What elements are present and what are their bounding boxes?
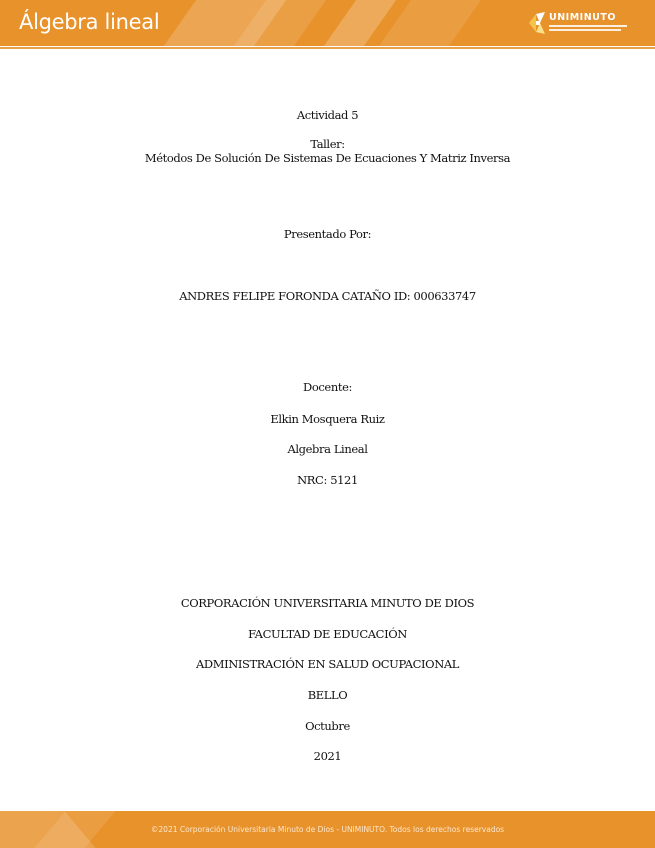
teacher-label: Docente: bbox=[303, 380, 352, 394]
uniminuto-logo bbox=[527, 8, 627, 38]
logo-name: UNIMINUTO bbox=[549, 12, 616, 23]
institution-name: CORPORACIÓN UNIVERSITARIA MINUTO DE DIOS bbox=[180, 596, 475, 610]
page-header bbox=[0, 0, 655, 46]
student-name: ANDRES FELIPE FORONDA CATAÑO ID: 000633747 bbox=[179, 289, 476, 303]
workshop-title: Métodos De Solución De Sistemas De Ecuaciones Y Matriz Inversa bbox=[144, 151, 511, 165]
footer-copyright: ©2021 Corporación Universitaria Minuto de Dios - UNIMINUTO. Todos los derechos reservados bbox=[150, 825, 505, 834]
workshop-label: Taller: bbox=[310, 137, 345, 151]
activity-number: Actividad 5 bbox=[296, 108, 359, 122]
program-name: ADMINISTRACIÓN EN SALUD OCUPACIONAL bbox=[196, 657, 459, 671]
month: Octubre bbox=[305, 719, 350, 733]
presented-by-label: Presentado Por: bbox=[283, 227, 372, 241]
logo-tagline bbox=[549, 29, 621, 31]
year: 2021 bbox=[313, 749, 342, 763]
nrc-code: NRC: 5121 bbox=[297, 473, 358, 487]
faculty-name: FACULTAD DE EDUCACIÓN bbox=[248, 627, 407, 641]
course-name: Algebra Lineal bbox=[287, 442, 368, 456]
header-title: Álgebra lineal bbox=[19, 10, 160, 34]
logo-mark-icon bbox=[527, 10, 547, 36]
teacher-name: Elkin Mosquera Ruiz bbox=[270, 412, 385, 426]
header-underline bbox=[0, 47, 655, 49]
header-decoration bbox=[379, 0, 481, 46]
logo-tagline bbox=[549, 25, 627, 27]
page-footer bbox=[0, 811, 655, 848]
city-name: BELLO bbox=[307, 688, 348, 702]
